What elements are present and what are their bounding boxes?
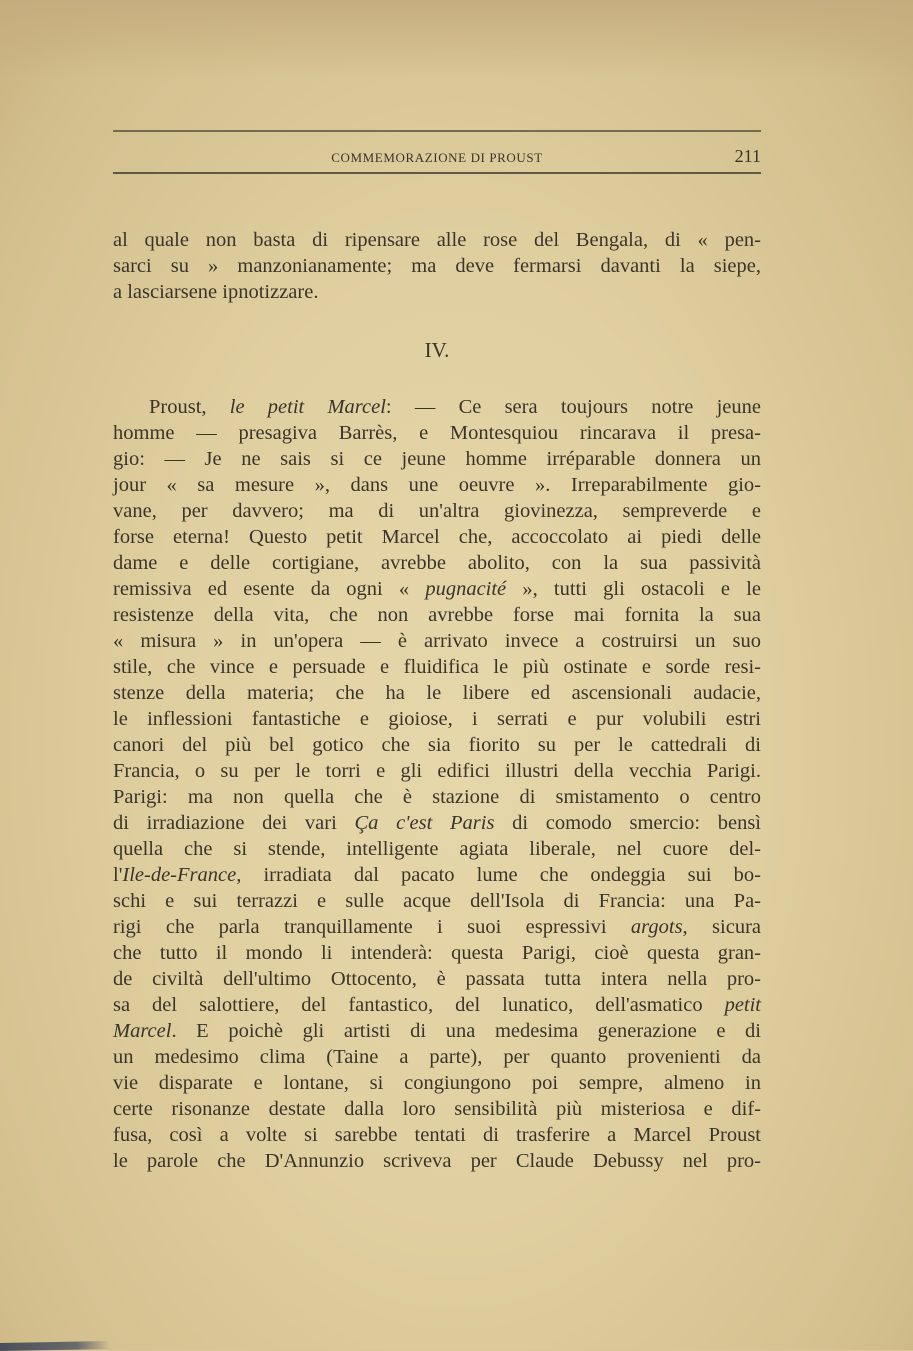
- header-bottom-rule: [113, 172, 761, 174]
- text-run: quella che si stende, intelligente agiata liberale, nel cuore del-: [113, 838, 761, 860]
- text-run: vie disparate e lontane, si congiungono poi sempre, almeno in: [113, 1072, 761, 1094]
- text-run: jour « sa mesure », dans une oeuvre ». Irreparabilmente gio-: [113, 474, 761, 496]
- text-line: [113, 1018, 761, 1044]
- text-run: gio: — Je ne sais si ce jeune homme irréparable donnera un: [113, 448, 761, 470]
- text-run: « misura » in un'opera — è arrivato invece a costruirsi un suo: [113, 630, 761, 652]
- text-line: [113, 914, 761, 940]
- text-line: [113, 680, 761, 706]
- text-line: [113, 966, 761, 992]
- text-line: [113, 524, 761, 550]
- intro-paragraph: [113, 227, 761, 305]
- text-run: », tutti gli ostacoli e le: [506, 578, 761, 600]
- text-line: a lasciarsene ipnotizzare.: [113, 281, 319, 303]
- text-run: homme — presagiva Barrès, e Montesquiou rincarava il presa-: [113, 422, 761, 444]
- text-run: dame e delle cortigiane, avrebbe abolito, con la sua passività: [113, 552, 761, 574]
- text-line: [113, 940, 761, 966]
- section-heading: IV.: [424, 338, 450, 362]
- text-run: Parigi: ma non quella che è stazione di smistamento o centro: [113, 786, 761, 808]
- scan-edge-shadow: [0, 1341, 110, 1351]
- italic-run: argots: [630, 916, 683, 938]
- text-line: [113, 1096, 761, 1122]
- text-run: sa del salottiere, del fantastico, del lunatico, dell'asmatico: [113, 994, 725, 1016]
- text-run: forse eterna! Questo petit Marcel che, accoccolato ai piedi delle: [113, 526, 761, 548]
- body-paragraph: [113, 394, 761, 1174]
- text-run: le inflessioni fantastiche e gioiose, i serrati e pur volubili estri: [113, 708, 761, 730]
- text-line: [113, 706, 761, 732]
- text-run: l': [113, 864, 123, 886]
- text-line: [113, 992, 761, 1018]
- text-run: Proust,: [149, 396, 230, 418]
- text-line: [113, 1122, 761, 1148]
- running-title: COMMEMORAZIONE DI PROUST: [331, 150, 543, 165]
- italic-run: petit: [724, 994, 761, 1016]
- text-run: , irradiata dal pacato lume che ondeggia sui bo-: [236, 864, 761, 886]
- text-line: [113, 836, 761, 862]
- text-run: stile, che vince e persuade e fluidifica le più ostinate e sorde resi-: [113, 656, 761, 678]
- text-line: [113, 602, 761, 628]
- text-line: [113, 420, 761, 446]
- text-line: [113, 498, 761, 524]
- text-line: sarci su » manzonianamente; ma deve fermarsi davanti la siepe,: [113, 255, 761, 277]
- text-run: , sicura: [682, 916, 761, 938]
- text-line: [113, 472, 761, 498]
- text-line: [113, 654, 761, 680]
- text-run: rigi che parla tranquillamente i suoi espressivi: [113, 916, 631, 938]
- text-line: [113, 862, 761, 888]
- running-head: [113, 148, 761, 168]
- text-line: [113, 758, 761, 784]
- text-line: [113, 550, 761, 576]
- text-run: le parole che D'Annunzio scriveva per Claude Debussy nel pro-: [113, 1150, 761, 1172]
- text-line: [113, 1148, 761, 1174]
- text-run: : — Ce sera toujours notre jeune: [385, 396, 761, 418]
- text-run: . E poichè gli artisti di una medesima generazione e di: [171, 1020, 761, 1042]
- text-run: certe risonanze destate dalla loro sensibilità più misteriosa e dif-: [113, 1098, 761, 1120]
- text-run: fusa, così a volte si sarebbe tentati di trasferire a Marcel Proust: [113, 1124, 761, 1146]
- text-run: schi e sui terrazzi e sulle acque dell'Isola di Francia: una Pa-: [113, 890, 761, 912]
- text-run: remissiva ed esente da ogni «: [113, 578, 426, 600]
- text-run: stenze della materia; che ha le libere ed ascensionali audacie,: [113, 682, 761, 704]
- text-line: [113, 1044, 761, 1070]
- text-run: di comodo smercio: bensì: [494, 812, 762, 834]
- text-run: vane, per davvero; ma di un'altra giovinezza, sempreverde e: [113, 500, 761, 522]
- text-line: al quale non basta di ripensare alle rose del Bengala, di « pen-: [113, 229, 761, 251]
- text-run: che tutto il mondo li intenderà: questa Parigi, cioè questa gran-: [113, 942, 761, 964]
- italic-run: le petit Marcel: [229, 396, 386, 418]
- italic-run: Marcel: [113, 1020, 172, 1042]
- text-run: resistenze della vita, che non avrebbe forse mai fornita la sua: [113, 604, 761, 626]
- text-line: [113, 810, 761, 836]
- italic-run: Ile-de-France: [122, 864, 237, 886]
- text-line: [113, 628, 761, 654]
- text-line: [113, 394, 761, 420]
- text-run: de civiltà dell'ultimo Ottocento, è passata tutta intera nella pro-: [113, 968, 761, 990]
- header-top-rule: [113, 130, 761, 132]
- text-line: [113, 888, 761, 914]
- text-line: [113, 446, 761, 472]
- text-line: [113, 1070, 761, 1096]
- text-line: [113, 732, 761, 758]
- italic-run: Ça c'est Paris: [354, 812, 495, 834]
- text-run: di irradiazione dei vari: [113, 812, 355, 834]
- italic-run: pugnacité: [425, 578, 507, 600]
- text-run: un medesimo clima (Taine a parte), per quanto provenienti da: [113, 1046, 761, 1068]
- text-line: [113, 576, 761, 602]
- text-line: [113, 784, 761, 810]
- page-number: 211: [734, 146, 761, 166]
- text-run: Francia, o su per le torri e gli edifici illustri della vecchia Parigi.: [113, 760, 761, 782]
- text-run: canori del più bel gotico che sia fiorito su per le cattedrali di: [113, 734, 761, 756]
